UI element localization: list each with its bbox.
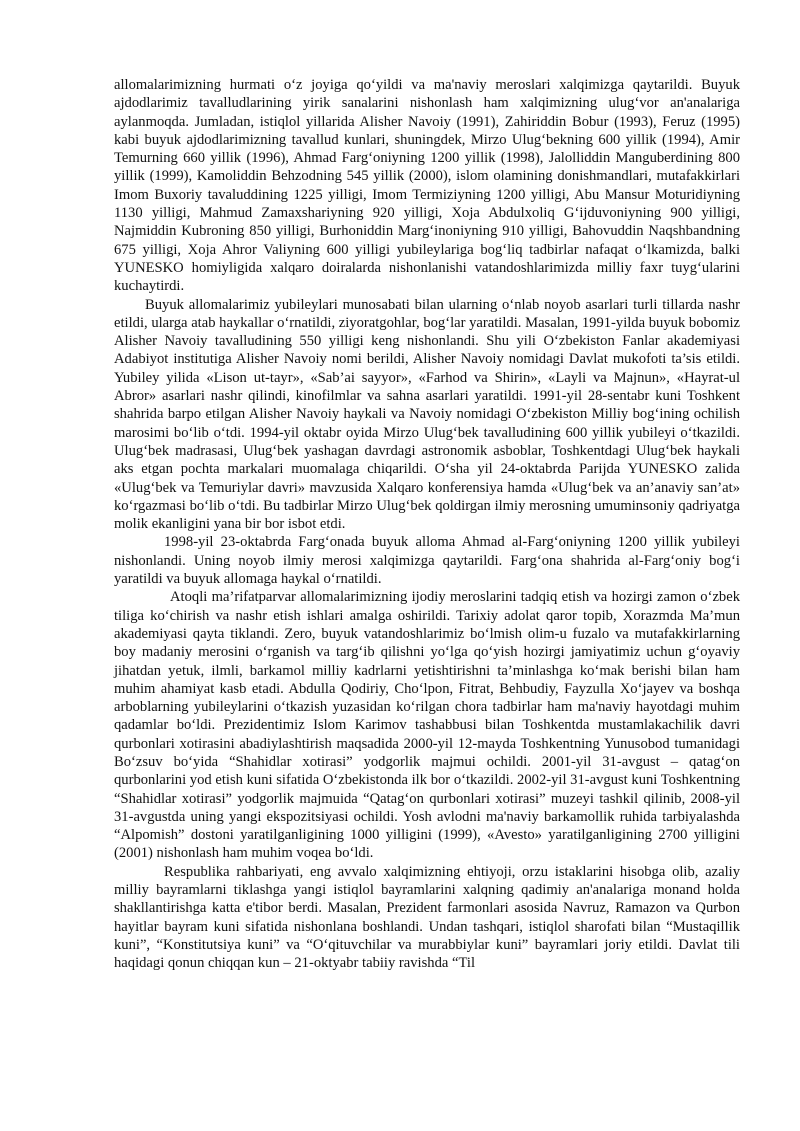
paragraph-2: Buyuk allomalarimiz yubileylari munosabati bilan ularning o‘nlab noyob asarlari turli tillarda nashr etildi, ularga atab haykallar o‘rnatildi, ziyoratgohlar, bog‘lar yaratildi. Masalan, 1991-yilda buyuk bobomiz Alisher Navoiy tavalludining 550 yilligi keng nishonlandi. Shu yili O‘zbekiston Fanlar akademiyasi Adabiyot institutiga Alisher Navoiy nomi berildi, Alisher Navoiy nomidagi Davlat mukofoti ta’sis etildi. Yubiley yilida «Lison ut-tayr», «Sab’ai sayyor», «Farhod va Shirin», «Layli va Majnun», «Hayrat-ul Abror» asarlari nashr qilindi, kinofilmlar va sahna asarlari yaratildi. 1991-yil 28-sentabr kuni Toshkent shahrida barpo etilgan Alisher Navoiy haykali va Navoiy nomidagi O‘zbekiston Milliy bog‘ining ochilish marosimi bo‘lib o‘tdi. 1994-yil oktabr oyida Mirzo Ulug‘bek tavalludining 600 yillik yubileyi o‘tkazildi. Ulug‘bek madrasasi, Ulug‘bek yashagan davrdagi astronomik asboblar, Toshkentdagi Ulug‘bek haykali aks etgan pochta markalari muomalaga chiqarildi. O‘sha yil 24-oktabrda Parijda YUNESKO zalida «Ulug‘bek va Temuriylar davri» mavzusida Xalqaro konferensiya hamda «Ulug‘bek va an’anaviy san’at» ko‘rgazmasi bo‘lib o‘tdi. Bu tadbirlar Mirzo Ulug‘bek qoldirgan ilmiy merosning umuminsoniy qadriyatga molik ekanligini yana bir bor isbot etdi. <box>114 296 740 533</box>
document-page <box>114 76 740 973</box>
paragraph-5: Respublika rahbariyati, eng avvalo xalqimizning ehtiyoji, orzu istaklarini hisobga olib, azaliy milliy bayramlarni tiklashga yangi istiqlol bayramlarini xalqning qadimiy an'analariga monand holda shakllantirishga katta e'tibor berdi. Masalan, Prezident farmonlari asosida Navruz, Ramazon va Qurbon hayitlar bayram kuni sifatida nishonlana boshlandi. Undan tashqari, istiqlol sharofati bilan “Mustaqillik kuni”, “Konstitutsiya kuni” va “O‘qituvchilar va murabbiylar kuni” bayramlari joriy etildi. Davlat tili haqidagi qonun chiqqan kun – 21-oktyabr tabiiy ravishda “Til <box>114 863 740 972</box>
paragraph-1: allomalarimizning hurmati o‘z joyiga qo‘yildi va ma'naviy meroslari xalqimizga qaytarildi. Buyuk ajdodlarimiz tavalludlarining yirik sanalarini nishonlash ham xalqimizning ulug‘vor an'analariga aylanmoqda. Jumladan, istiqlol yillarida Alisher Navoiy (1991), Zahiriddin Bobur (1993), Feruz (1995) kabi buyuk ajdodlarimizning tavallud kunlari, shuningdek, Mirzo Ulug‘bekning 600 yillik (1994), Amir Temurning 660 yillik (1996), Ahmad Farg‘oniyning 1200 yillik (1998), Jalolliddin Manguberdining 800 yillik (1999), Kamoliddin Behzodning 545 yillik (2000), islom olamining donishmandlari, mutafakkirlari Imom Buxoriy tavaluddining 1225 yilligi, Imom Termiziyning 1200 yilligi, Abu Mansur Moturidiyning 1130 yilligi, Mahmud Zamaxshariyning 920 yilligi, Xoja Abdulxoliq G‘ijduvoniyning 900 yilligi, Najmiddin Kubroning 850 yilligi, Burhoniddin Marg‘inoniyning 910 yilligi, Bahovuddin Naqshbandning 675 yilligi, Xoja Ahror Valiyning 600 yilligi yubileylariga bog‘liq tadbirlar nafaqat o‘lkamizda, balki YUNESKO homiyligida xalqaro doiralarda nishonlanishi vatandoshlarimizda milliy faxr tuyg‘ularini kuchaytirdi. <box>114 77 740 295</box>
paragraph-4: Atoqli ma’rifatparvar allomalarimizning ijodiy meroslarini tadqiq etish va hozirgi zamon o‘zbek tiliga ko‘chirish va nashr etish ishlari amalga oshirildi. Tarixiy adolat qaror topib, Xorazmda Ma’mun akademiyasi qayta tiklandi. Zero, buyuk vatandoshlarimiz bo‘lmish olim-u fuzalo va mutafakkirlarning boy madaniy merosini o‘rganish va targ‘ib qilishni yo‘lga qo‘yish hozirgi jamiyatimiz uchun g‘oyaviy jihatdan yetuk, ilmli, barkamol milliy kadrlarni yetishtirishni ta’minlashga ko‘mak berishi bilan ham muhim ahamiyat kasb etadi. Abdulla Qodiriy, Cho‘lpon, Fitrat, Behbudiy, Fayzulla Xo‘jayev va boshqa arboblarning yubileylarini o‘tkazish yuzasidan ko‘rilgan chora tadbirlar ham ma'naviy hayotdagi muhim qadamlar bo‘ldi. Prezidentimiz Islom Karimov tashabbusi bilan Toshkentda mustamlakachilik davri qurbonlari xotirasini abadiylashtirish maqsadida 2000-yil 12-mayda Toshkentning Yunusobod tumanidagi Bo‘zsuv bo‘yida “Shahidlar xotirasi” yodgorlik majmui ochildi. 2001-yil 31-avgust – qatag‘on qurbonlarini yod etish kuni sifatida O‘zbekistonda ilk bor o‘tkazildi. 2002-yil 31-avgust kuni Toshkentning “Shahidlar xotirasi” yodgorlik majmuida “Qatag‘on qurbonlari xotirasi” muzeyi tashkil qilinib, 2008-yil 31-avgustda uning yangi ekspozitsiyasi ochildi. Yosh avlodni ma'naviy barkamollik ruhida tarbiyalashda “Alpomish” dostoni yaratilganligining 1000 yilligini (1999), «Avesto» yaratilganligining 2700 yilligini (2001) nishonlash ham muhim voqea bo‘ldi. <box>114 589 740 862</box>
paragraph-3: 1998-yil 23-oktabrda Farg‘onada buyuk alloma Ahmad al-Farg‘oniyning 1200 yillik yubileyi nishonlandi. Uning noyob ilmiy merosi xalqimizga qaytarildi. Farg‘ona shahrida al-Farg‘oniy bog‘i yaratildi va buyuk allomaga haykal o‘rnatildi. <box>114 534 740 588</box>
